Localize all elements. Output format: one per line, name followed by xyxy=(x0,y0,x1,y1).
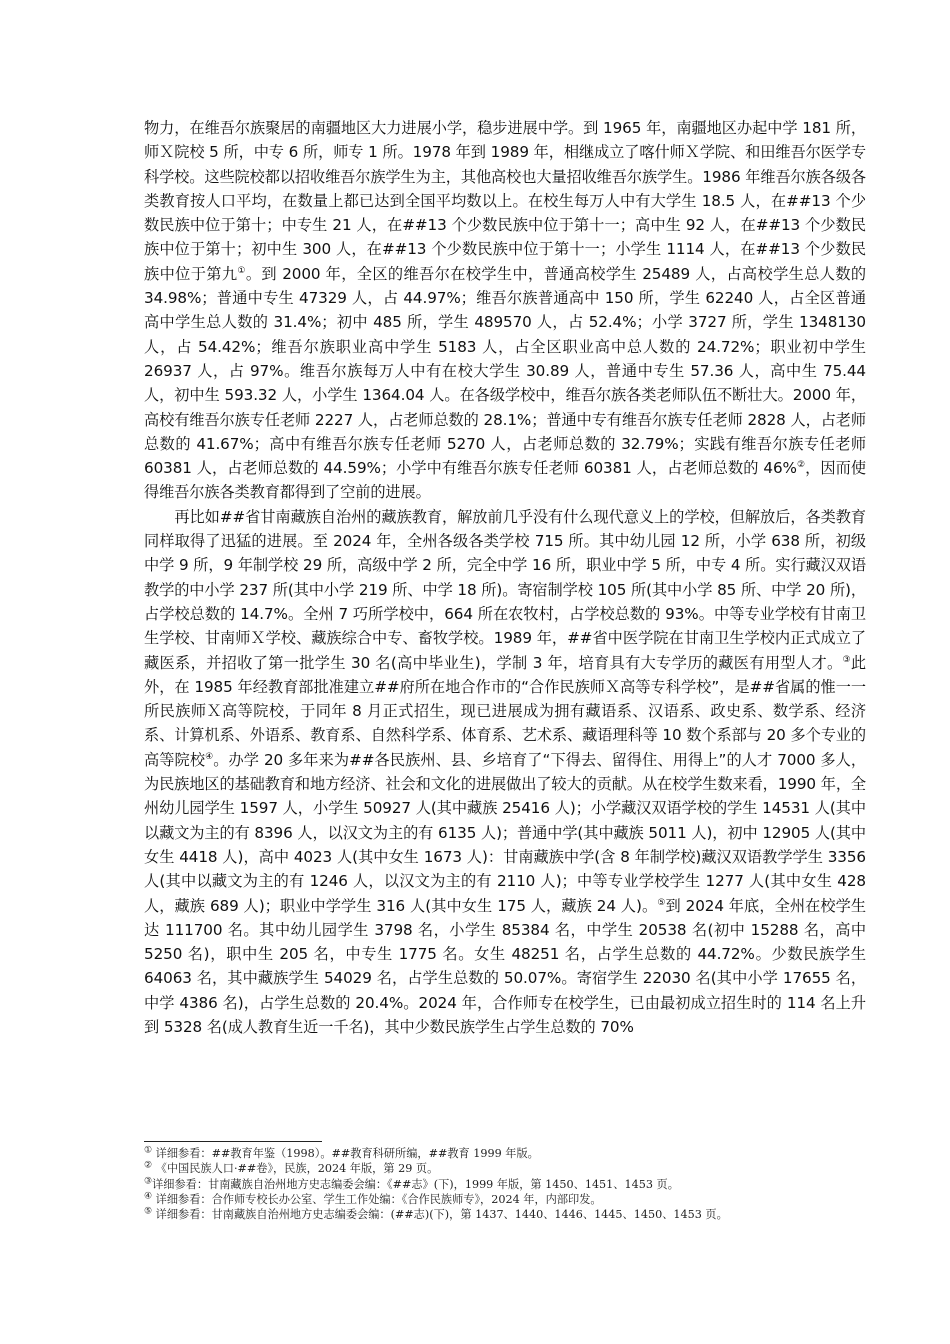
paragraph-uyghur-education: 物力，在维吾尔族聚居的南疆地区大力进展小学，稳步进展中学。到 1965 年，南疆地区办起中学 181 所，师Ｘ院校 5 所，中专 6 所，师专 1 所。1978 年到 1989 年，相继成立了喀什师Ｘ学院、和田维吾尔医学专科学校。这些院校都以招收维吾尔族学生为主，其他高校也大量招收维吾尔族学生。1986 年维吾尔族各级各类教育按人口平均，在数量上都已达到全国平均数以上。在校生每万人中有大学生 18.5 人，在##13 个少数民族中位于第十；中专生 21 人，在##13 个少数民族中位于第十一；高中生 92 人，在##13 个少数民族中位于第十；初中生 300 人，在##13 个少数民族中位于第十一；小学生 1114 人，在##13 个少数民族中位于第九①。到 2000 年，全区的维吾尔在校学生中，普通高校学生 25489 人，占高校学生总人数的 34.98%；普通中专生 47329 人，占 44.97%；维吾尔族普通高中 150 所，学生 62240 人，占全区普通高中学生总人数的 31.4%；初中 485 所，学生 489570 人，占 52.4%；小学 3727 所，学生 1348130 人，占 54.42%；维吾尔族职业高中学生 5183 人，占全区职业高中总人数的 24.72%；职业初中学生 26937 人，占 97%。维吾尔族每万人中有在校大学生 30.89 人，普通中专生 57.36 人，高中生 75.44 人，初中生 593.32 人，小学生 1364.04 人。在各级学校中，维吾尔族各类老师队伍不断壮大。2000 年，高校有维吾尔族专任老师 2227 人，占老师总数的 28.1%；普通中专有维吾尔族专任老师 2828 人，占老师总数的 41.67%；高中有维吾尔族专任老师 5270 人，占老师总数的 32.79%；实践有维吾尔族专任老师 60381 人，占老师总数的 44.59%；小学中有维吾尔族专任老师 60381 人，占老师总数的 46%②，因而使得维吾尔族各类教育都得到了空前的进展。 xyxy=(144,119,866,502)
footnote-ref-4[interactable]: ④ xyxy=(205,751,214,762)
footnote-ref-3[interactable]: ③ xyxy=(842,654,851,665)
footnote-3: ③详细参看：甘南藏族自治州地方史志编委会编：《##志》(下)，1999 年版，第 1450、1451、1453 页。 xyxy=(144,1175,679,1191)
paragraph-gannan-education: 再比如##省甘南藏族自治州的藏族教育，解放前几乎没有什么现代意义上的学校，但解放后，各类教育同样取得了迅猛的进展。至 2024 年，全州各级各类学校 715 所。其中幼儿园 12 所，小学 638 所，初级中学 9 所，9 年制学校 29 所，高级中学 2 所，完全中学 16 所，职业中学 5 所，中专 4 所。实行藏汉双语教学的中小学 237 所(其中小学 219 所、中学 18 所)。寄宿制学校 105 所(其中小学 85 所、中学 20 所)，占学校总数的 14.7%。全州 7 巧所学校中，664 所在农牧村，占学校总数的 93%。中等专业学校有甘南卫生学校、甘南师Ｘ学校、藏族综合中专、畜牧学校。1989 年，##省中医学院在甘南卫生学校内正式成立了藏医系，并招收了第一批学生 30 名(高中毕业生)，学制 3 年，培育具有大专学历的藏医有用型人才。③此外，在 1985 年经教育部批准建立##府所在地合作市的“合作民族师Ｘ高等专科学校”，是##省属的惟一一所民族师Ｘ高等院校，于同年 8 月正式招生，现已进展成为拥有藏语系、汉语系、政史系、数学系、经济系、计算机系、外语系、教育系、自然科学系、体育系、艺术系、藏语理科等 10 数个系部与 20 多个专业的高等院校④。办学 20 多年来为##各民族州、县、乡培育了“下得去、留得住、用得上”的人才 7000 多人，为民族地区的基础教育和地方经济、社会和文化的进展做出了较大的贡献。从在校学生数来看，1990 年，全州幼儿园学生 1597 人，小学生 50927 人(其中藏族 25416 人)；小学藏汉双语学校的学生 14531 人(其中以藏文为主的有 8396 人，以汉文为主的有 6135 人)；普通中学(其中藏族 5011 人)，初中 12905 人(其中女生 4418 人)，高中 4023 人(其中女生 1673 人)：甘南藏族中学(含 8 年制学校)藏汉双语教学学生 3356 人(其中以藏文为主的有 1246 人，以汉文为主的有 2110 人)；中等专业学校学生 1277 人(其中女生 428 人，藏族 689 人)；职业中学学生 316 人(其中女生 175 人，藏族 24 人)。⑤到 2024 年底，全州在校学生达 111700 名。其中幼儿园学生 3798 名，小学生 85384 名，中学生 20538 名(初中 15288 名，高中 5250 名)，职中生 205 名，中专生 1775 名。女生 48251 名，占学生总数的 44.72%。少数民族学生 64063 名，其中藏族学生 54029 名，占学生总数的 50.07%。寄宿学生 22030 名(其中小学 17655 名，中学 4386 名)，占学生总数的 20.4%。2024 年，合作师专在校学生，已由最初成立招生时的 114 名上升到 5328 名(成人教育生近一千名)，其中少数民族学生占学生总数的 70% xyxy=(144,507,867,1036)
footnote-5: ⑤ 详细参看：甘南藏族自治州地方史志编委会编：(##志)(下)，第 1437、1440、1446、1445、1450、1453 页。 xyxy=(144,1206,728,1222)
footnote-separator xyxy=(144,1141,322,1142)
footnote-1: ① 详细参看：##教育年鉴（1998）。##教育科研所编，##教育 1999 年版。 xyxy=(144,1145,539,1160)
body-text xyxy=(144,116,866,1039)
footnote-ref-5[interactable]: ⑤ xyxy=(657,897,666,908)
footnote-ref-2[interactable]: ② xyxy=(796,460,806,471)
footnote-2: ② 《中国民族人口·##卷》，民族，2024 年版，第 29 页。 xyxy=(144,1160,439,1176)
footnote-ref-1[interactable]: ① xyxy=(237,265,246,276)
footnotes xyxy=(144,1146,866,1222)
footnote-4: ④ 详细参看：合作师专校长办公室、学生工作处编：《合作民族师专》，2024 年，内部印发。 xyxy=(144,1191,602,1206)
